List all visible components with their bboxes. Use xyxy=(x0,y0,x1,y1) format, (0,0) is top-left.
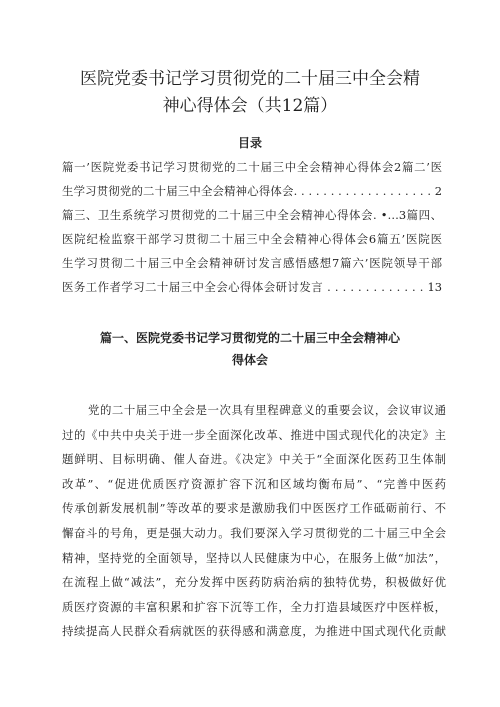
section-heading-line: 篇一、医院党委书记学习贯彻党的二十届三中全会精神心 xyxy=(99,331,400,345)
table-of-contents xyxy=(62,156,442,299)
body-line: 持续提高人民群众看病就医的获得感和满意度，为推进中国式现代化贡献 xyxy=(62,624,446,639)
body-line: 质医疗资源的丰富积累和扩容下沉等工作，全力打造县域医疗中医样板， xyxy=(62,599,446,614)
body-line: 懈奋斗的号角，更是强大动力。我们要深入学习贯彻党的二十届三中全会 xyxy=(62,525,446,540)
document-title xyxy=(0,66,500,120)
document-title-line: 神心得体会（共12篇） xyxy=(162,96,338,116)
body-line: 党的二十届三中全会是一次具有里程碑意义的重要会议，会议审议通 xyxy=(88,403,446,417)
toc-line: 篇一’医院党委书记学习贯彻党的二十届三中全会精神心得体会2篇二’医 xyxy=(62,160,442,174)
toc-line: 篇三、卫生系统学习贯彻党的二十届三中全会精神心得体会. •…3篇四、 xyxy=(62,207,442,222)
body-line: 过的《中共中央关于进一步全面深化改革、推进中国式现代化的决定》主 xyxy=(62,427,446,442)
toc-line: 生学习贯彻二十届三中全会精神研讨发言感悟感想7篇六’医院领导干部 xyxy=(62,255,442,270)
body-line: 题鲜明、目标明确、催人奋进。《决定》中关于“全面深化医药卫生体制 xyxy=(62,452,446,467)
body-line: 传承创新发展机制”等改革的要求是激励我们中医医疗工作砥砺前行、不 xyxy=(62,501,446,516)
toc-line: 医院纪检监察干部学习贯彻二十届三中全会精神心得体会6篇五’医院医 xyxy=(62,231,442,246)
body-line: 改革”、“促进优质医疗资源扩容下沉和区域均衡布局”、“完善中医药 xyxy=(62,476,446,491)
section-heading-line: 得体会 xyxy=(231,353,268,367)
toc-line: 医务工作者学习二十届三中全会心得体会研讨发言 . . . . . . . . . . . . . 13 xyxy=(62,279,442,294)
body-line: 精神，坚持党的全面领导，坚持以人民健康为中心，在服务上做“加法”， xyxy=(62,550,446,565)
toc-line: 生学习贯彻党的二十届三中全会精神心得体会. . . . . . . . . . . . . . . . . . . 2 xyxy=(62,183,442,198)
toc-heading: 目录 xyxy=(237,136,262,150)
document-title-line: 医院党委书记学习贯彻党的二十届三中全会精 xyxy=(80,69,420,89)
body-line: 在流程上做“减法”，充分发挥中医药防病治病的独特优势，积极做好优 xyxy=(62,575,446,590)
section-heading xyxy=(0,327,500,371)
body-paragraph xyxy=(62,398,446,644)
